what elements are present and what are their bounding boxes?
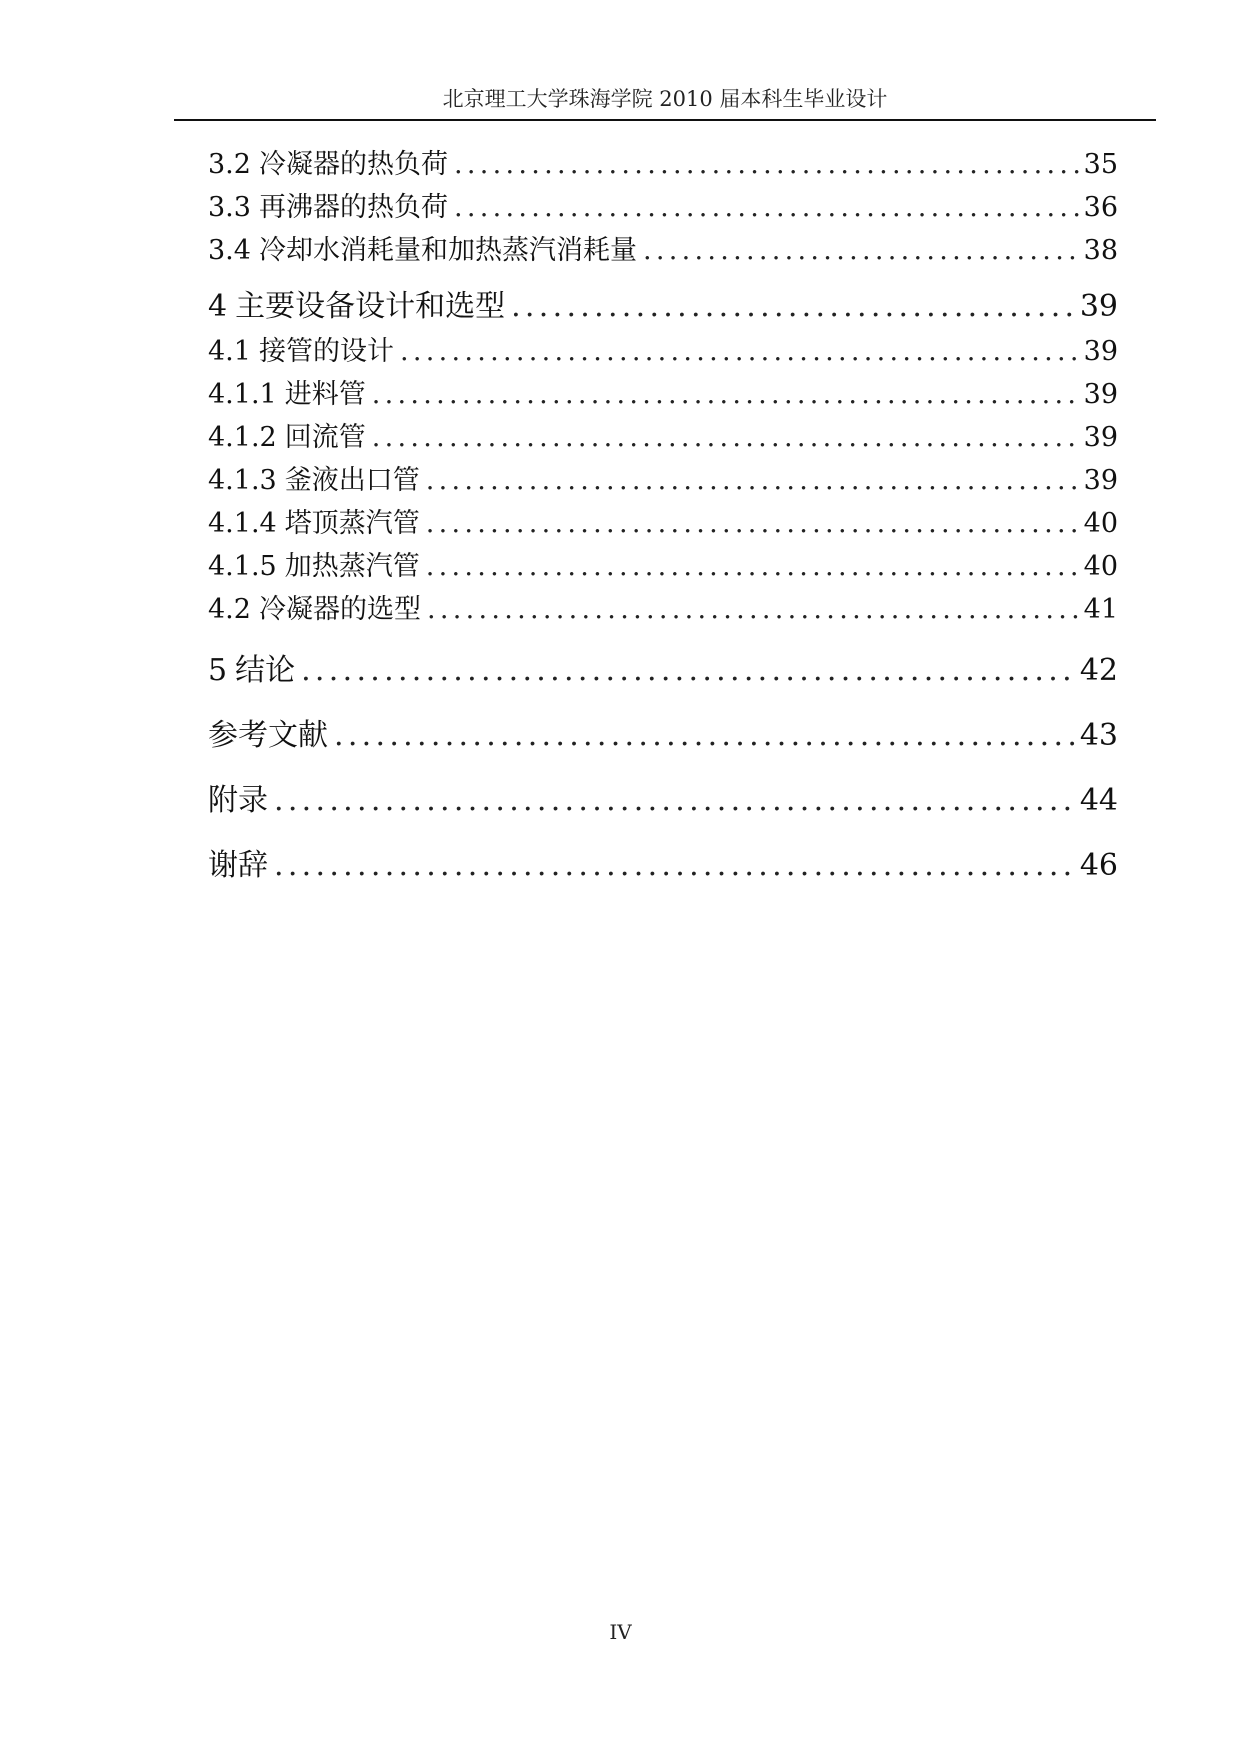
toc-entry-title: 塔顶蒸汽管 xyxy=(284,508,420,539)
toc-entry-title: 再沸器的热负荷 xyxy=(258,192,448,223)
toc-entry-number: 4.1 xyxy=(208,336,251,367)
toc-dot-leader xyxy=(511,288,1076,326)
toc-entry-page: 35 xyxy=(1083,149,1118,180)
toc-entry-page: 44 xyxy=(1079,783,1118,818)
toc-dot-leader xyxy=(334,717,1076,755)
toc-entry-title: 主要设备设计和选型 xyxy=(235,289,506,324)
toc-dot-leader xyxy=(426,507,1080,541)
toc-entry-page: 43 xyxy=(1079,718,1118,753)
toc-entry[interactable] xyxy=(208,234,1118,268)
toc-entry-number: 4.1.4 xyxy=(208,508,277,539)
toc-entry-page: 41 xyxy=(1083,594,1118,625)
toc-entry[interactable] xyxy=(208,421,1118,455)
toc-dot-leader xyxy=(274,782,1076,820)
toc-dot-leader xyxy=(426,464,1080,498)
page-header: 北京理工大学珠海学院 2010 届本科生毕业设计 xyxy=(442,87,888,111)
toc-dot-leader xyxy=(643,234,1080,268)
toc-entry[interactable] xyxy=(208,378,1118,412)
toc-entry-page: 39 xyxy=(1083,379,1118,410)
toc-entry-number: 3.4 xyxy=(208,235,251,266)
toc-entry-page: 39 xyxy=(1079,289,1118,324)
toc-dot-leader xyxy=(301,652,1076,690)
toc-entry-title: 加热蒸汽管 xyxy=(284,551,420,582)
toc-dot-leader xyxy=(372,378,1080,412)
toc-dot-leader xyxy=(372,421,1080,455)
toc-dot-leader xyxy=(454,148,1080,182)
toc-entry-chapter[interactable] xyxy=(208,782,1118,820)
toc-dot-leader xyxy=(400,335,1080,369)
toc-entry-page: 36 xyxy=(1083,192,1118,223)
toc-entry[interactable] xyxy=(208,191,1118,225)
toc-entry[interactable] xyxy=(208,464,1118,498)
toc-entry-number: 4.2 xyxy=(208,594,251,625)
toc-entry-page: 39 xyxy=(1083,465,1118,496)
toc-entry-page: 40 xyxy=(1083,508,1118,539)
toc-entry-chapter[interactable] xyxy=(208,847,1118,885)
toc-entry-title: 接管的设计 xyxy=(258,336,394,367)
toc-entry-page: 40 xyxy=(1083,551,1118,582)
toc-entry-number: 3.2 xyxy=(208,149,251,180)
toc-dot-leader xyxy=(274,847,1076,885)
toc-dot-leader xyxy=(426,550,1080,584)
toc-entry-title: 结论 xyxy=(235,653,296,688)
toc-entry-page: 46 xyxy=(1079,848,1118,883)
toc-entry-chapter[interactable] xyxy=(208,288,1118,326)
toc-entry-page: 39 xyxy=(1083,422,1118,453)
toc-entry[interactable] xyxy=(208,335,1118,369)
toc-entry-number: 4.1.1 xyxy=(208,379,277,410)
toc-entry[interactable] xyxy=(208,550,1118,584)
toc-entry-title: 冷凝器的热负荷 xyxy=(258,149,448,180)
toc-entry-number: 3.3 xyxy=(208,192,251,223)
header-divider xyxy=(174,119,1156,121)
toc-entry-title: 冷却水消耗量和加热蒸汽消耗量 xyxy=(258,235,637,266)
toc-dot-leader xyxy=(427,593,1080,627)
page-number: IV xyxy=(609,1620,632,1644)
toc-dot-leader xyxy=(454,191,1080,225)
toc-entry-title: 进料管 xyxy=(284,379,366,410)
toc-entry-number: 4.1.2 xyxy=(208,422,277,453)
toc-entry-title: 附录 xyxy=(208,783,268,818)
toc-entry-number: 5 xyxy=(208,653,228,688)
toc-entry-title: 谢辞 xyxy=(208,848,268,883)
toc-entry-chapter[interactable] xyxy=(208,717,1118,755)
toc-entry-number: 4.1.3 xyxy=(208,465,277,496)
toc-entry-title: 冷凝器的选型 xyxy=(258,594,421,625)
toc-entry-number: 4 xyxy=(208,289,228,324)
toc-entry-page: 39 xyxy=(1083,336,1118,367)
toc-entry-title: 回流管 xyxy=(284,422,366,453)
toc-entry-page: 42 xyxy=(1079,653,1118,688)
toc-entry-title: 釜液出口管 xyxy=(284,465,420,496)
toc-entry[interactable] xyxy=(208,593,1118,627)
toc-entry-page: 38 xyxy=(1083,235,1118,266)
toc-entry[interactable] xyxy=(208,148,1118,182)
toc-entry-number: 4.1.5 xyxy=(208,551,277,582)
toc-entry-chapter[interactable] xyxy=(208,652,1118,690)
toc-entry[interactable] xyxy=(208,507,1118,541)
toc-entry-title: 参考文献 xyxy=(208,718,328,753)
